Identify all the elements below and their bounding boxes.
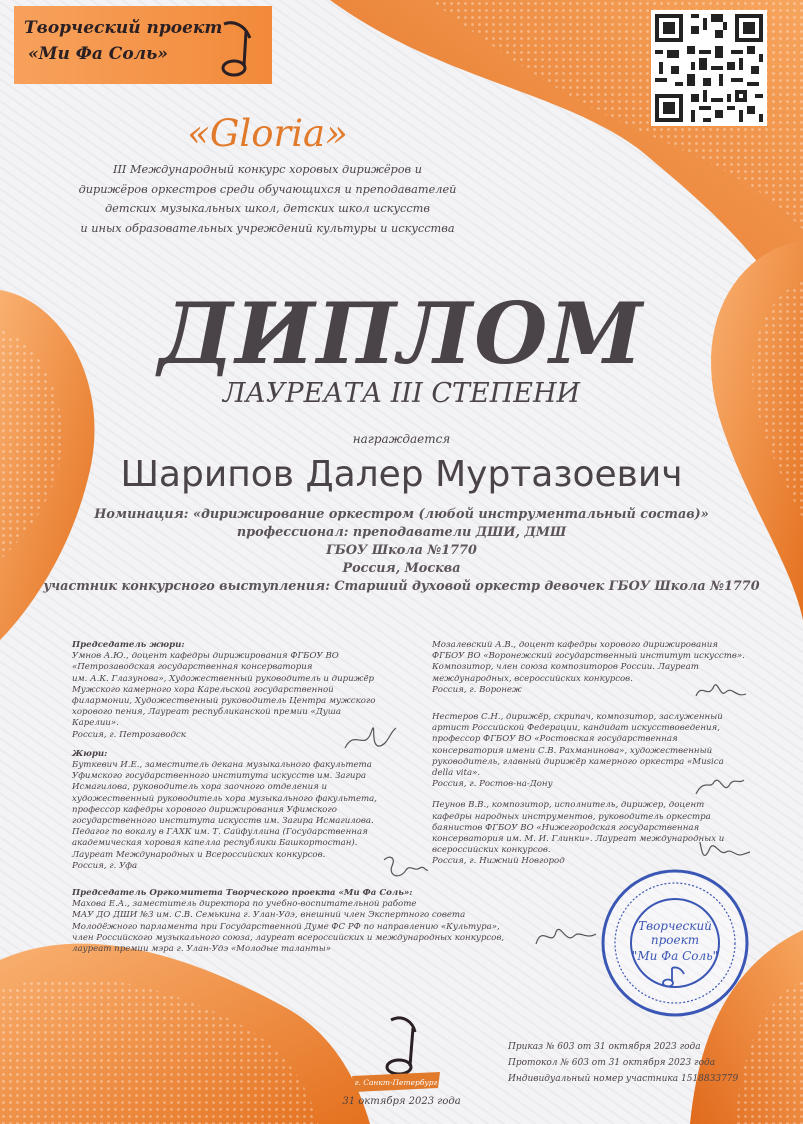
category: профессионал: преподаватели ДШИ, ДМШ [236,525,567,540]
jury-member-line: консерватория им. М. И. Глинки». Лауреат международных и [432,834,725,845]
logo-line1: Творческий проект [24,18,223,38]
organizer-line: Молодёжного парламента при Государственной Думе ФС РФ по направлению «Культура», [72,921,500,932]
jury-line: Педагог по вокалу в ГАХК им. Т. Сайфуллина (Государственная [72,827,368,838]
jury-line: Исмагилова, руководитель хора заочного отделения и [72,782,328,793]
awarded-label: награждается [352,432,451,446]
participant-id: Индивидуальный номер участника 1518833779 [508,1074,739,1084]
jury-line: профессор кафедры хорового дирижирования Уфимского [72,804,337,815]
jury-line: Россия, г. Уфа [72,860,138,871]
city-label: г. Санкт-Петербург [354,1078,438,1087]
stamp-line3: "Ми Фа Соль" [631,949,719,963]
jury-member-line: Пеунов В.В., композитор, исполнитель, дирижер, доцент [432,800,705,811]
jury-member-line: всероссийских конкурсов. [432,845,551,856]
organizer-line: лауреат премии мэра г. Улан-Удэ «Молодые таланты» [72,944,331,955]
jury-member-line: Мозалевский А.В., доцент кафедры хорового дирижирования [432,640,718,650]
signature-chair [340,718,400,758]
school: ГБОУ Школа №1770 [326,543,477,558]
contest-subtitle [40,160,495,238]
jury-member-line: ФГБОУ ВО «Воронежский государственный институт искусств». [432,651,745,662]
nomination: Номинация: «дирижирование оркестром (любой инструментальный состав)» [94,507,709,522]
jury-chair-line: Мужского камерного хора Карельской государственной [72,684,334,695]
jury-chair-line: «Петрозаводская государственная консерватория [72,662,313,673]
subtitle-line: III Международный конкурс хоровых дирижёров и [113,163,422,176]
city-badge [350,1072,442,1092]
organizer-line: Махова Е.А., заместитель директора по учебно-воспитательной работе [72,899,417,910]
organizer-line: член Российского музыкального союза, лауреат всероссийских и международных конкурсов, [72,932,505,943]
music-note-logo-icon [355,1010,445,1080]
signature-member3 [696,834,752,868]
project-logo [14,6,272,84]
qr-code [651,10,767,126]
organizer-block [72,888,542,955]
jury-member-line: Композитор, член союза композиторов России. Лауреат [432,662,699,673]
official-stamp [600,868,750,1018]
jury-title: Жюри: [72,748,108,759]
order-number: Приказ № 603 от 31 октября 2023 года [508,1042,701,1052]
diploma-heading: ДИПЛОМ [158,284,645,383]
jury-line: государственного института искусств им. Загира Исмагилова. [72,816,374,827]
jury-member-line: консерватория имени С.В. Рахманинова», художественный [432,745,713,756]
signature-member1 [692,676,752,708]
jury-line: художественный руководитель хора музыкального факультета, [72,793,378,804]
music-note-icon [204,16,264,78]
jury-member-line: профессор ФГБОУ ВО «Ростовская государственная [432,734,678,745]
subtitle-line: и иных образовательных учреждений культуры и искусства [80,221,455,235]
jury-chair-line: Умнов А.Ю., доцент кафедры дирижирования ФГБОУ ВО [72,651,339,662]
location: Россия, Москва [342,561,461,576]
signature-member2 [692,770,748,802]
subtitle-line: дирижёров оркестров среди обучающихся и преподавателей [78,182,457,196]
jury-chair-line: хорового пения, Лауреат республиканской премии «Душа [72,707,341,718]
jury-line: Уфимского государственного института искусств им. Загира [72,771,367,782]
stamp-line1: Творческий [638,919,712,933]
performance: участник конкурсного выступления: Старший духовой оркестр девочек ГБОУ Школа №1770 [43,579,760,594]
issue-date: 31 октября 2023 года [342,1096,461,1107]
jury-member-line: Россия, г. Ростов-на-Дону [432,779,553,790]
diploma-degree: ЛАУРЕАТА III СТЕПЕНИ [222,378,581,409]
jury-member-line: международных, всероссийских конкурсов. [432,673,633,684]
protocol-number: Протокол № 603 от 31 октября 2023 года [508,1058,716,1068]
jury-member-line: Россия, г. Нижний Новгород [432,856,565,867]
jury-chair-line: им. А.К. Глазунова», Художественный руководитель и дирижёр [72,673,375,684]
jury-chair-title: Председатель жюри: [72,640,185,650]
jury-member-line: артист Российской Федерации, кандидат искусствоведения, [432,723,720,734]
jury-member-line: руководитель, главный дирижёр камерного оркестра «Musica [432,756,724,767]
signature-jury [380,850,430,886]
jury-member-line: della vita». [432,768,481,779]
logo-line2: «Ми Фа Соль» [28,44,168,64]
jury-member-line: Нестеров С.Н., дирижёр, скрипач, композитор, заслуженный [432,712,723,723]
stamp-line2: проект [650,933,700,947]
jury-line: Лауреат Международных и Всероссийских конкурсов. [72,849,326,860]
recipient-name: Шарипов Далер Муртазоевич [120,454,683,495]
jury-member-line: баянистов ФГБОУ ВО «Нижегородская государственная [432,822,700,833]
contest-title: «Gloria» [187,112,348,155]
subtitle-line: детских музыкальных школ, детских школ искусств [105,202,430,215]
jury-chair-line: Россия, г. Петрозаводск [72,729,186,740]
jury-member-line: Россия, г. Воронеж [432,684,522,695]
organizer-line: МАУ ДО ДШИ №3 им. С.В. Семькина г. Улан-Удэ, внешний член Экспертного совета [72,910,466,921]
jury-chair-line: Карелии». [72,718,119,729]
jury-chair-line: филармонии, Художественный руководитель Центра мужского [72,696,376,707]
jury-line: Буткевич И.Е., заместитель декана музыкального факультета [72,760,372,771]
jury-member-line: кафедры народных инструментов, руководитель оркестра [432,811,711,822]
organizer-title: Председатель Оргкомитета Творческого проекта «Ми Фа Соль»: [72,888,413,898]
jury-line: академическая хоровая капелла республики Башкортостан). [72,838,358,849]
